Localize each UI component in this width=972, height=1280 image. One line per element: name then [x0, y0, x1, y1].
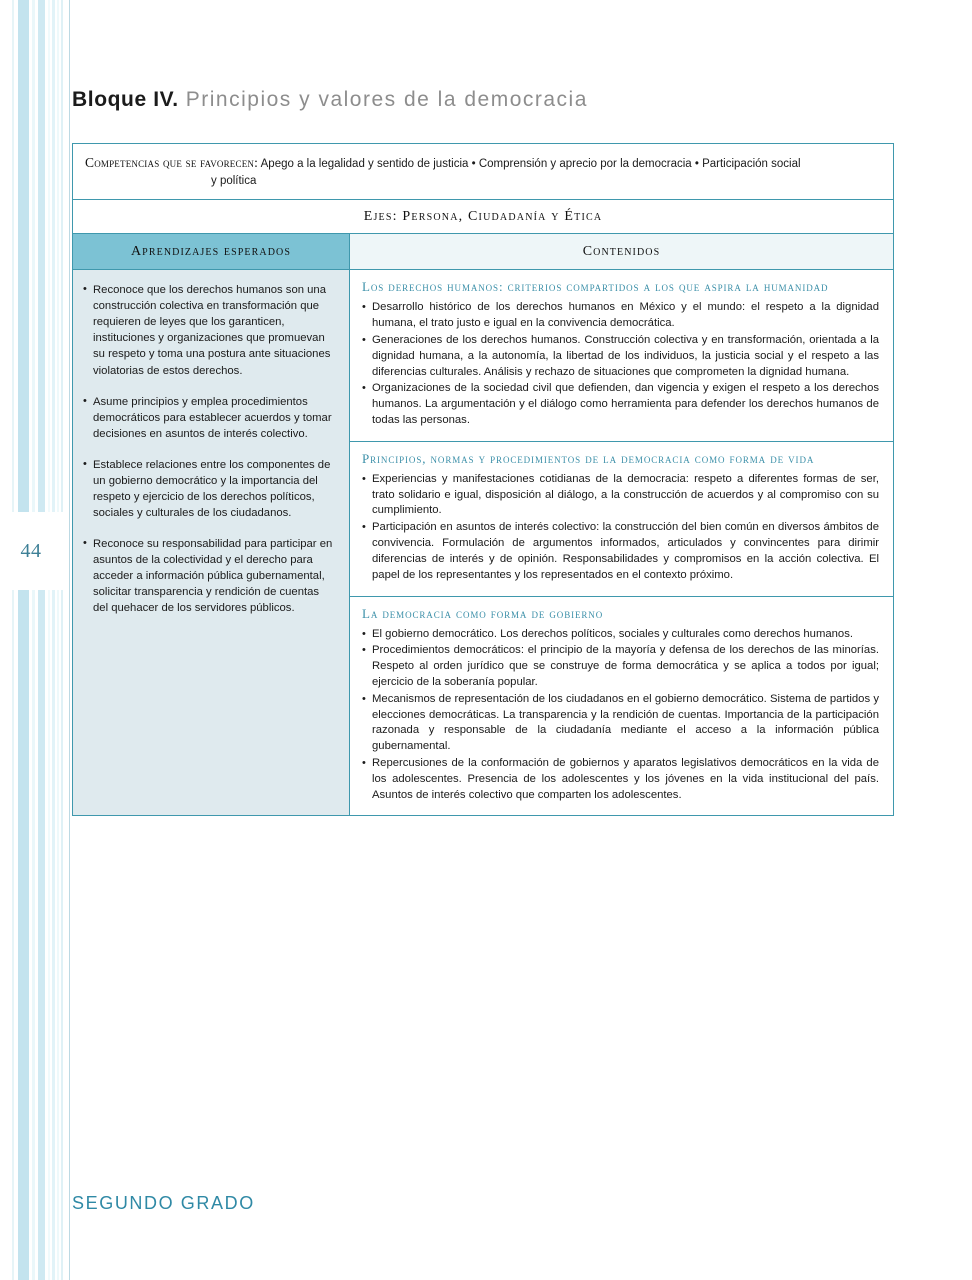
bullet-icon: • — [362, 333, 366, 346]
table-header-row — [73, 234, 893, 270]
content-text: Desarrollo histórico de los derechos humanos en México y el mundo: el respeto a la dignidad humana, el trato justo e igual en la convivencia democrática. — [372, 301, 879, 330]
list-item — [362, 643, 879, 690]
content-section-principios-normas — [350, 442, 893, 597]
content-text: Mecanismos de representación de los ciudadanos en el gobierno democrático. Sistema de partidos y elecciones democráticas. La transparencia y la rendición de cuentas. Importancia de la participación razonada y responsable de la ciudadanía mediante el acceso a la información pública gubernamental. — [372, 692, 879, 753]
stripe-8 — [61, 0, 63, 1280]
competencias-value: Apego a la legalidad y sentido de justicia • Comprensión y aprecio por la democracia • Participación social — [258, 158, 801, 170]
list-item — [83, 536, 337, 616]
stripe-5 — [48, 0, 50, 1280]
header-aprendizajes-label: Aprendizajes esperados — [130, 244, 292, 260]
stripe-4 — [38, 0, 45, 1280]
bullet-icon: • — [83, 536, 87, 549]
header-contenidos — [350, 234, 893, 269]
decorative-stripes — [0, 0, 62, 1280]
content-text: Experiencias y manifestaciones cotidianas de la democracia: respeto a diferentes formas de ser, trato solidario e igual, disposición al diálogo, a la construcción de acuerdos y al compromiso con su cumplimiento. — [372, 472, 879, 517]
content-text: Procedimientos democráticos: el principio de la mayoría y defensa de los derechos de las minorías. Respeto al orden jurídico que se construye de forma democrática y se aplica a todos por igual; ejercicio de la soberanía popular. — [372, 644, 879, 688]
content-section-derechos-humanos — [350, 270, 893, 442]
bullet-icon: • — [362, 757, 366, 770]
contenidos-column — [350, 270, 893, 815]
ejes-row — [73, 200, 893, 234]
list-item — [83, 282, 337, 378]
content-text: Organizaciones de la sociedad civil que defienden, dan vigencia y exigen el respeto a los derechos humanos. La argumentación y el diálogo como herramienta para defender los derechos humanos de todas las personas. — [372, 382, 879, 427]
list-item — [362, 333, 879, 380]
stripe-1 — [12, 0, 14, 1280]
stripe-2 — [18, 0, 29, 1280]
bullet-icon: • — [83, 394, 87, 407]
content-text: Repercusiones de la conformación de gobiernos y aparatos legislativos democráticos en la vida de los adolescentes. Presencia de los adolescentes y los jóvenes en la vida institucional del país. Asuntos de interés colectivo que comparten los adolescentes. — [372, 757, 879, 801]
bullet-icon: • — [362, 472, 366, 485]
stripe-3 — [32, 0, 35, 1280]
bullet-icon: • — [362, 301, 366, 314]
competencias-value-line2: y política — [211, 174, 257, 187]
stripe-6 — [52, 0, 55, 1280]
section-heading: La democracia como forma de gobierno — [362, 605, 604, 621]
curriculum-table — [72, 143, 894, 816]
list-item — [362, 692, 879, 755]
aprendizaje-text: Asume principios y emplea procedimientos democráticos para establecer acuerdos y tomar decisiones en asuntos de interés colectivo. — [93, 395, 332, 440]
stripe-7 — [57, 0, 59, 1280]
list-item — [83, 394, 337, 442]
competencias-label: Competencias que se favorecen: — [85, 155, 259, 170]
section-heading: Los derechos humanos: criterios compartidos a los que aspira la humanidad — [362, 279, 829, 295]
page-number: 44 — [20, 540, 42, 562]
bullet-icon: • — [362, 521, 366, 534]
bullet-icon: • — [83, 457, 87, 470]
header-contenidos-label: Contenidos — [582, 244, 661, 260]
list-item — [362, 520, 879, 583]
competencias-row — [73, 144, 893, 200]
content-text: Generaciones de los derechos humanos. Construcción colectiva y en transformación, orientada a la dignidad humana, a la autonomía, la libertad de los individuos, la justicia social y el respeto a las diferencias culturales. Análisis y rechazo de situaciones que comprometen la dignidad humana. — [372, 333, 879, 378]
header-aprendizajes — [73, 234, 350, 269]
page-vertical-rule — [69, 0, 70, 1280]
ejes-label: Ejes: Persona, Ciudadanía y Ética — [363, 209, 603, 225]
list-item — [362, 300, 879, 332]
list-item — [362, 627, 879, 643]
aprendizajes-column — [73, 270, 350, 815]
bullet-icon: • — [362, 627, 366, 640]
bullet-icon: • — [362, 692, 366, 705]
content-section-democracia-gobierno — [350, 597, 893, 816]
bullet-icon: • — [362, 382, 366, 395]
footer-grade-label: SEGUNDO GRADO — [72, 1193, 255, 1213]
aprendizaje-text: Reconoce que los derechos humanos son una construcción colectiva en transformación que requieren de leyes que los garanticen, instituciones y organizaciones que promuevan su respeto y toma una postura ante situaciones violatorias de estos derechos. — [93, 284, 331, 377]
table-body-row — [73, 270, 893, 815]
section-heading: Principios, normas y procedimientos de la democracia como forma de vida — [362, 450, 815, 466]
page-title — [72, 88, 588, 112]
content-text: Participación en asuntos de interés colectivo: la construcción del bien común en diversos ámbitos de convivencia. Formulación de argumentos informados, articulados y convincentes para dirimir diferencias de interés y de opinión. Responsabilidades y compromisos en la acción colectiva. El papel de los representantes y los representados en el contexto próximo. — [372, 521, 879, 581]
content-text: El gobierno democrático. Los derechos políticos, sociales y culturales como derechos humanos. — [372, 627, 853, 640]
list-item — [362, 756, 879, 803]
page-title-bold: Bloque IV. — [72, 88, 179, 111]
list-item — [362, 381, 879, 428]
page-title-light: Principios y valores de la democracia — [185, 88, 588, 111]
list-item — [83, 457, 337, 521]
list-item — [362, 472, 879, 519]
bullet-icon: • — [83, 283, 87, 296]
bullet-icon: • — [362, 644, 366, 657]
aprendizaje-text: Establece relaciones entre los componentes de un gobierno democrático y la importancia del respeto y ejercicio de los derechos políticos, sociales y culturales de los ciudadanos. — [93, 458, 331, 519]
aprendizaje-text: Reconoce su responsabilidad para participar en asuntos de la colectividad y el derecho para acceder a información pública gubernamental, solicitar transparencia y rendición de cuentas del quehacer de los servidores públicos. — [93, 537, 333, 614]
